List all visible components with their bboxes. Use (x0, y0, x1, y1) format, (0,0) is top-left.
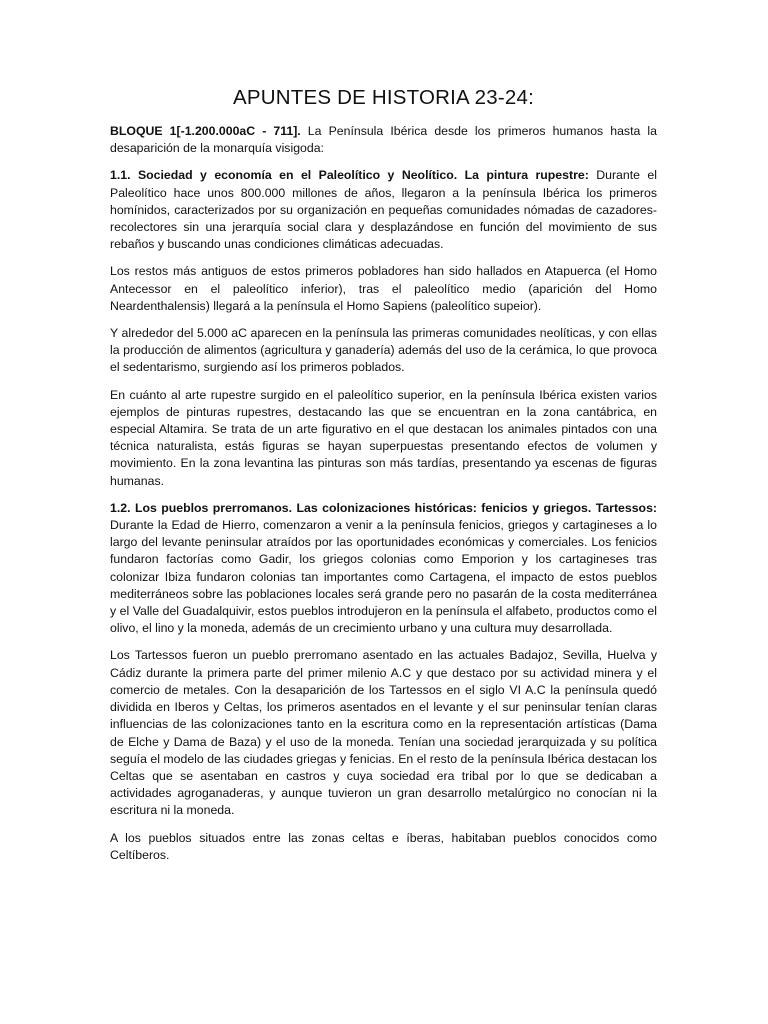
paragraph-arte-rupestre: En cuánto al arte rupestre surgido en el paleolítico superior, en la península Ibérica existen varios ejemplos de pinturas rupestres, destacando las que se encuentran en la zona cantábrica, en especial Altamira. Se trata de un arte figurativo en el que destacan los animales pintados con una técnica naturalista, estás figuras se hayan superpuestas presentando efectos de volumen y movimiento. En la zona levantina las pinturas son más tardías, presentando ya escenas de figuras humanas. (110, 387, 657, 488)
document-page (110, 86, 657, 874)
section-1-2-text: Durante la Edad de Hierro, comenzaron a venir a la península fenicios, griegos y cartagineses a lo largo del levante peninsular atraídos por las oportunidades económicas y comerciales. Los fenicios fundaron factorías como Gadir, los griegos colonias como Emporion y los cartagineses tras colonizar Ibiza fundaron colonias tan importantes como Cartagena, el impacto de estos pueblos mediterráneos sobre las poblaciones locales será grande pero no pasarán de la costa mediterránea y el Valle del Guadalquivir, estos pueblos introdujeron en la península el alfabeto, productos como el olivo, el lino y la moneda, además de un crecimiento urbano y una cultura muy desarrollada. (110, 518, 657, 636)
paragraph-tartessos: Los Tartessos fueron un pueblo prerromano asentado en las actuales Badajoz, Sevilla, Huelva y Cádiz durante la primera parte del primer milenio A.C y que destaco por su actividad minera y el comercio de metales. Con la desaparición de los Tartessos en el siglo VI A.C la península quedó dividida en Iberos y Celtas, los primeros asentados en el levante y el sur peninsular tenían claras influencias de las colonizaciones tanto en la escritura como en la representación artísticas (Dama de Elche y Dama de Baza) y el uso de la moneda. Tenían una sociedad jerarquizada y su política seguía el modelo de las ciudades griegas y fenicias. En el resto de la península Ibérica destacan los Celtas que se asentaban en castros y cuya sociedad era tribal por lo que se dedicaban a actividades agroganaderas, y aunque tuvieron un gran desarrollo metalúrgico no conocían ni la escritura ni la moneda. (110, 648, 657, 818)
section-1-1-heading: 1.1. Sociedad y economía en el Paleolítico y Neolítico. La pintura rupestre: (110, 168, 589, 183)
paragraph-neolitico: Y alrededor del 5.000 aC aparecen en la península las primeras comunidades neolíticas, y con ellas la producción de alimentos (agricultura y ganadería) además del uso de la cerámica, lo que provoca el sedentarismo, surgiendo así los primeros poblados. (110, 326, 657, 375)
document-title: APUNTES DE HISTORIA 23-24: (232, 86, 535, 109)
section-1-1-paragraph (110, 167, 657, 253)
paragraph-atapuerca: Los restos más antiguos de estos primeros pobladores han sido hallados en Atapuerca (el Homo Antecessor en el paleolítico inferior), tras el paleolítico medio (aparición del Homo Neardenthalensis) llegará a la península el Homo Sapiens (paleolítico supeior). (110, 264, 657, 313)
section-1-1-text: Durante el Paleolítico hace unos 800.000 millones de años, llegaron a la península Ibérica los primeros homínidos, caracterizados por su organización en pequeñas comunidades nómadas de cazadores-recolectores sin una jerarquía social clara y desplazándose en función del movimiento de sus rebaños y buscando unas condiciones climáticas adecuadas. (110, 168, 657, 252)
section-1-2-heading: 1.2. Los pueblos prerromanos. Las colonizaciones históricas: fenicios y griegos. Tartessos: (110, 500, 657, 515)
block-1-intro (110, 123, 657, 157)
block-1-heading: BLOQUE 1[-1.200.000aC - 711]. (110, 124, 301, 138)
section-1-2-paragraph (110, 500, 657, 638)
paragraph-celtiberos: A los pueblos situados entre las zonas celtas e íberas, habitaban pueblos conocidos como Celtíberos. (110, 830, 657, 862)
block-1-text: La Península Ibérica desde los primeros humanos hasta la desaparición de la monarquía visigoda: (110, 124, 657, 156)
